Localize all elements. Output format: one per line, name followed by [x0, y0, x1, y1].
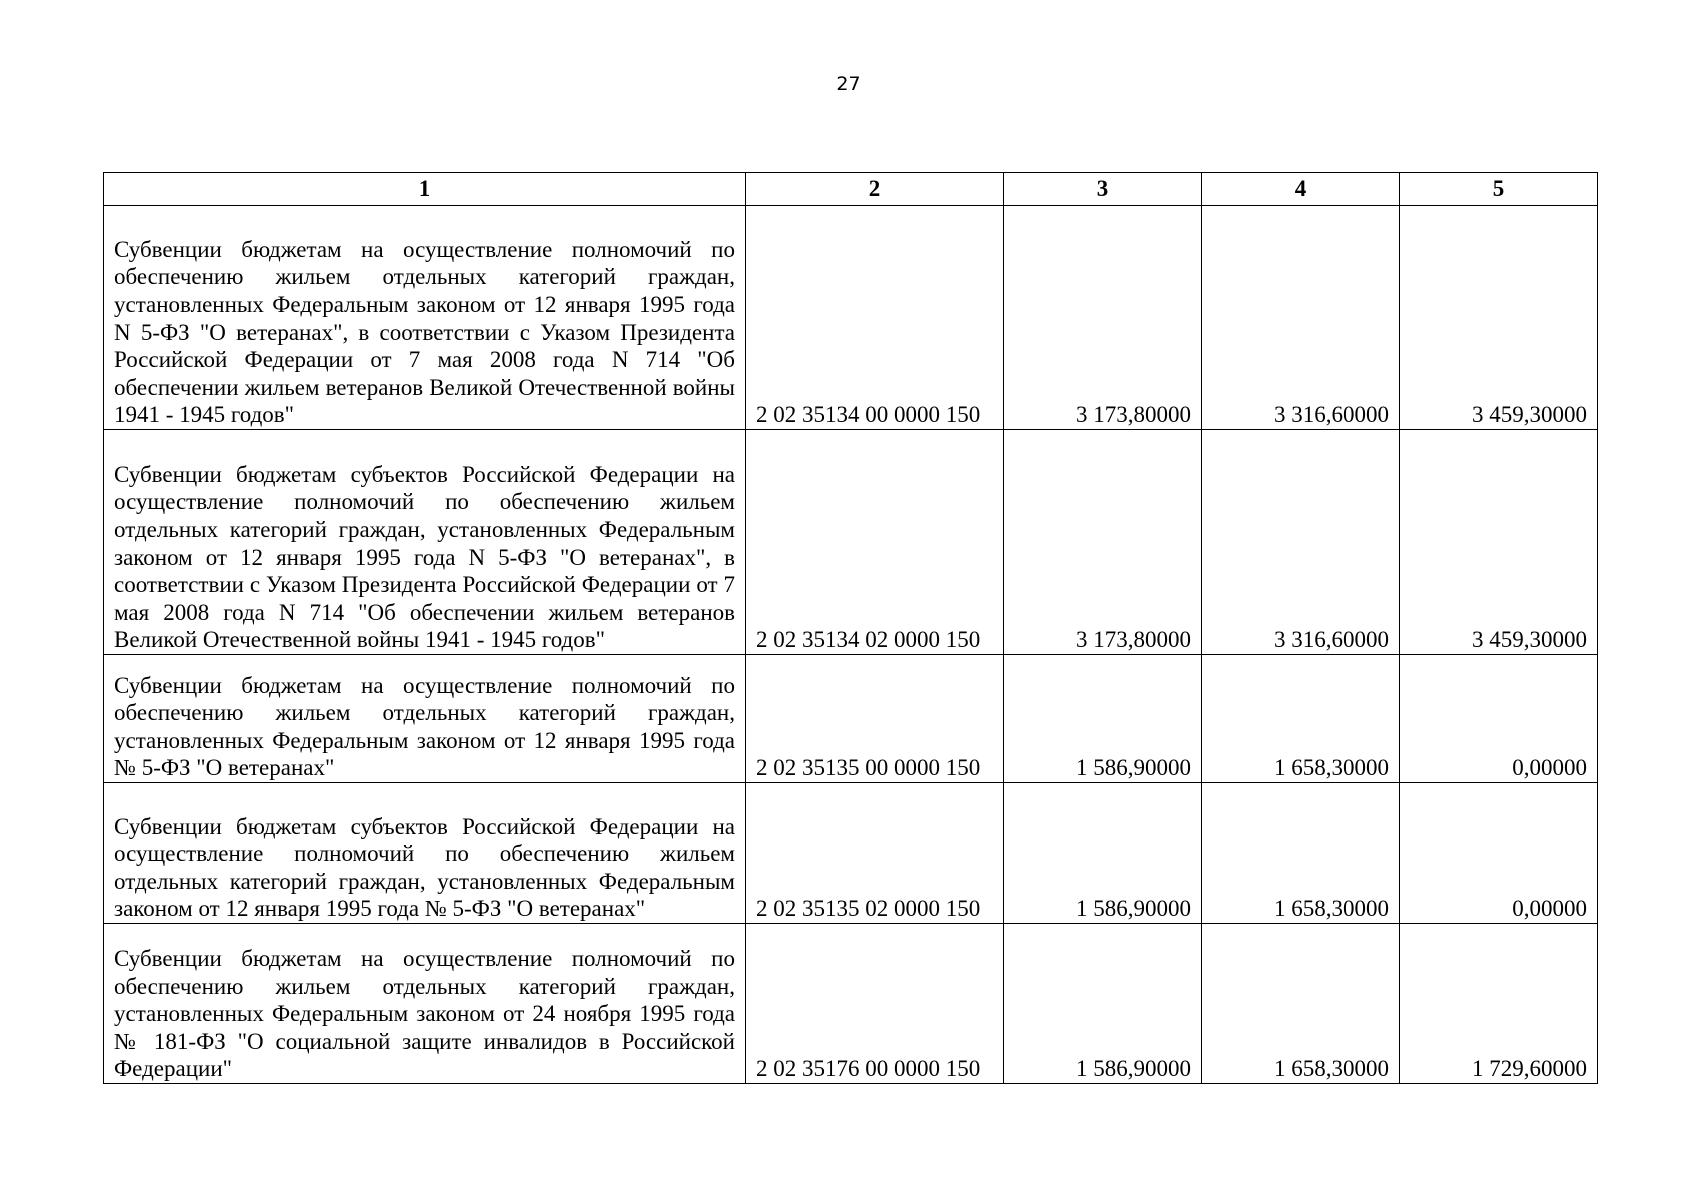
row-code-cell: 2 02 35176 00 0000 150 — [746, 924, 1004, 1084]
row-col4-cell: 1 658,30000 — [1202, 783, 1400, 924]
table-row — [104, 430, 1598, 655]
row-col4-cell: 3 316,60000 — [1202, 430, 1400, 655]
row-col4-cell: 3 316,60000 — [1202, 206, 1400, 430]
row-name-cell: Субвенции бюджетам субъектов Российской Федерации на осуществление полномочий по обеспечению жильем отдельных категорий граждан, установленных Федеральным законом от 12 января 1995 года N 5-ФЗ "О ветеранах", в соответствии с Указом Президента Российской Федерации от 7 мая 2008 года N 714 "Об обеспечении жильем ветеранов Великой Отечественной войны 1941 - 1945 годов" — [104, 430, 746, 655]
row-col4-cell: 1 658,30000 — [1202, 655, 1400, 783]
table-row — [104, 924, 1598, 1084]
row-col5-cell: 3 459,30000 — [1400, 206, 1598, 430]
row-code-cell: 2 02 35134 02 0000 150 — [746, 430, 1004, 655]
column-header-1: 1 — [104, 173, 746, 206]
table-row — [104, 783, 1598, 924]
column-header-5: 5 — [1400, 173, 1598, 206]
table-header-row — [104, 173, 1598, 206]
row-code-cell: 2 02 35135 00 0000 150 — [746, 655, 1004, 783]
row-col5-cell: 0,00000 — [1400, 655, 1598, 783]
row-col3-cell: 3 173,80000 — [1004, 430, 1202, 655]
table-row — [104, 206, 1598, 430]
row-name-cell: Субвенции бюджетам на осуществление полномочий по обеспечению жильем отдельных категорий граждан, установленных Федеральным законом от 12 января 1995 года N 5-ФЗ "О ветеранах", в соответствии с Указом Президента Российской Федерации от 7 мая 2008 года N 714 "Об обеспечении жильем ветеранов Великой Отечественной войны 1941 - 1945 годов" — [104, 206, 746, 430]
row-name-cell: Субвенции бюджетам субъектов Российской Федерации на осуществление полномочий по обеспечению жильем отдельных категорий граждан, установленных Федеральным законом от 12 января 1995 года № 5-ФЗ "О ветеранах" — [104, 783, 746, 924]
page-number: 27 — [836, 73, 861, 95]
row-name-cell: Субвенции бюджетам на осуществление полномочий по обеспечению жильем отдельных категорий граждан, установленных Федеральным законом от 12 января 1995 года № 5-ФЗ "О ветеранах" — [104, 655, 746, 783]
row-col3-cell: 3 173,80000 — [1004, 206, 1202, 430]
column-header-4: 4 — [1202, 173, 1400, 206]
row-col4-cell: 1 658,30000 — [1202, 924, 1400, 1084]
row-col3-cell: 1 586,90000 — [1004, 783, 1202, 924]
row-col3-cell: 1 586,90000 — [1004, 655, 1202, 783]
row-code-cell: 2 02 35135 02 0000 150 — [746, 783, 1004, 924]
row-name-cell: Субвенции бюджетам на осуществление полномочий по обеспечению жильем отдельных категорий граждан, установленных Федеральным законом от 24 ноября 1995 года № 181-ФЗ "О социальной защите инвалидов в Российской Федерации" — [104, 924, 746, 1084]
row-col5-cell: 0,00000 — [1400, 783, 1598, 924]
budget-table — [103, 172, 1598, 1084]
row-col5-cell: 3 459,30000 — [1400, 430, 1598, 655]
column-header-3: 3 — [1004, 173, 1202, 206]
column-header-2: 2 — [746, 173, 1004, 206]
row-col5-cell: 1 729,60000 — [1400, 924, 1598, 1084]
row-code-cell: 2 02 35134 00 0000 150 — [746, 206, 1004, 430]
row-col3-cell: 1 586,90000 — [1004, 924, 1202, 1084]
table-row — [104, 655, 1598, 783]
